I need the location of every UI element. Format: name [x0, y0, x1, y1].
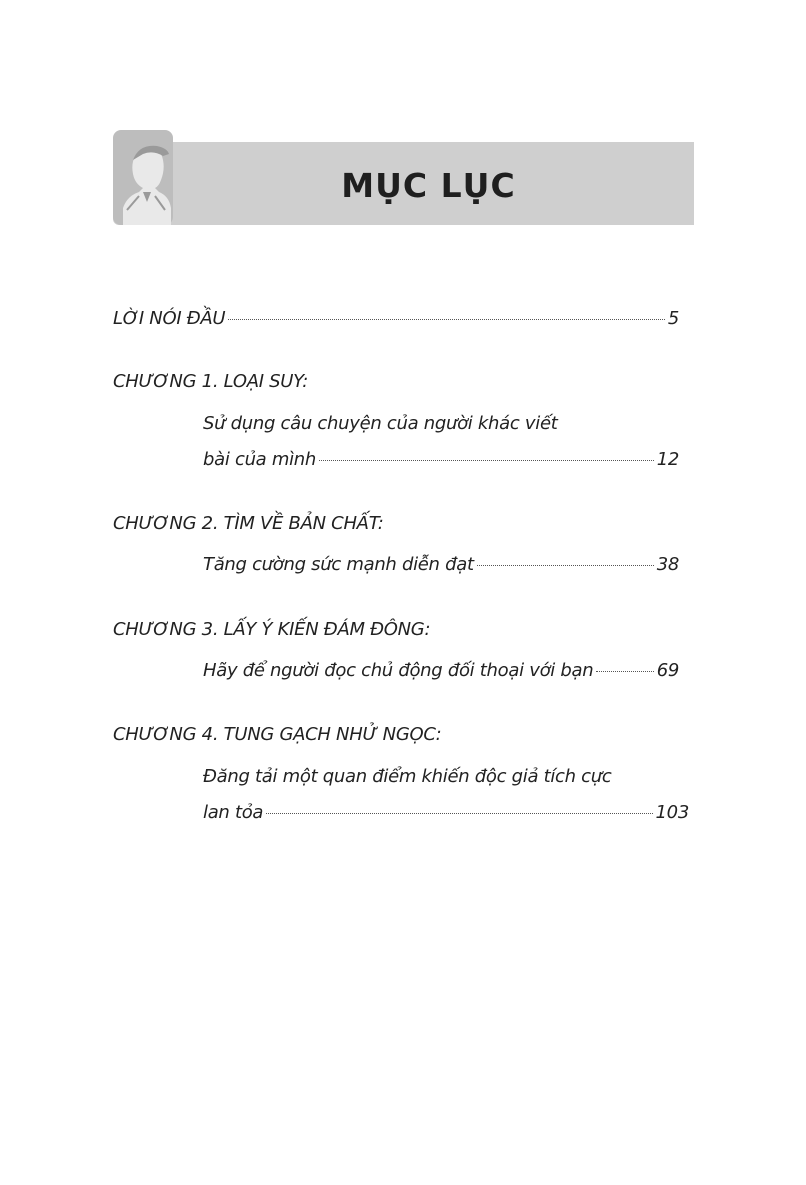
chapter-4-subtitle-line-1: Đăng tải một quan điểm khiến độc giả tích cực: [203, 766, 612, 787]
dot-leader: [596, 671, 653, 672]
chapter-4-subtitle-line-2: lan tỏa: [203, 802, 264, 823]
toc-entry-chapter-4[interactable]: [203, 802, 689, 823]
toc-entry-preface[interactable]: [113, 308, 679, 329]
page-number: 38: [656, 554, 679, 575]
chapter-2-title: CHƯƠNG 2. TÌM VỀ BẢN CHẤT:: [113, 513, 384, 534]
dot-leader: [228, 319, 665, 320]
chapter-4-title: CHƯƠNG 4. TUNG GẠCH NHỬ NGỌC:: [113, 724, 442, 745]
chapter-1-title: CHƯƠNG 1. LOẠI SUY:: [113, 371, 309, 392]
page-number: 12: [656, 449, 679, 470]
toc-entry-chapter-2[interactable]: [203, 554, 679, 575]
page-number: 103: [655, 802, 689, 823]
chapter-1-subtitle-line-1: Sử dụng câu chuyện của người khác viết: [203, 413, 558, 434]
dot-leader: [266, 813, 652, 814]
page-number: 5: [667, 308, 679, 329]
page-number: 69: [656, 660, 679, 681]
chapter-3-subtitle-line-1: Hãy để người đọc chủ động đối thoại với bạn: [203, 660, 594, 681]
dot-leader: [477, 565, 654, 566]
preface-label: LỜI NÓI ĐẦU: [113, 308, 226, 329]
toc-entry-chapter-1[interactable]: [203, 449, 679, 470]
chapter-2-subtitle-line-1: Tăng cường sức mạnh diễn đạt: [203, 554, 474, 575]
dot-leader: [319, 460, 654, 461]
toc-header: [113, 130, 694, 225]
toc-entry-chapter-3[interactable]: [203, 660, 679, 681]
chapter-3-title: CHƯƠNG 3. LẤY Ý KIẾN ĐÁM ĐÔNG:: [113, 619, 431, 640]
chapter-1-subtitle-line-2: bài của mình: [203, 449, 316, 470]
page-title: MỤC LỤC: [341, 166, 516, 205]
